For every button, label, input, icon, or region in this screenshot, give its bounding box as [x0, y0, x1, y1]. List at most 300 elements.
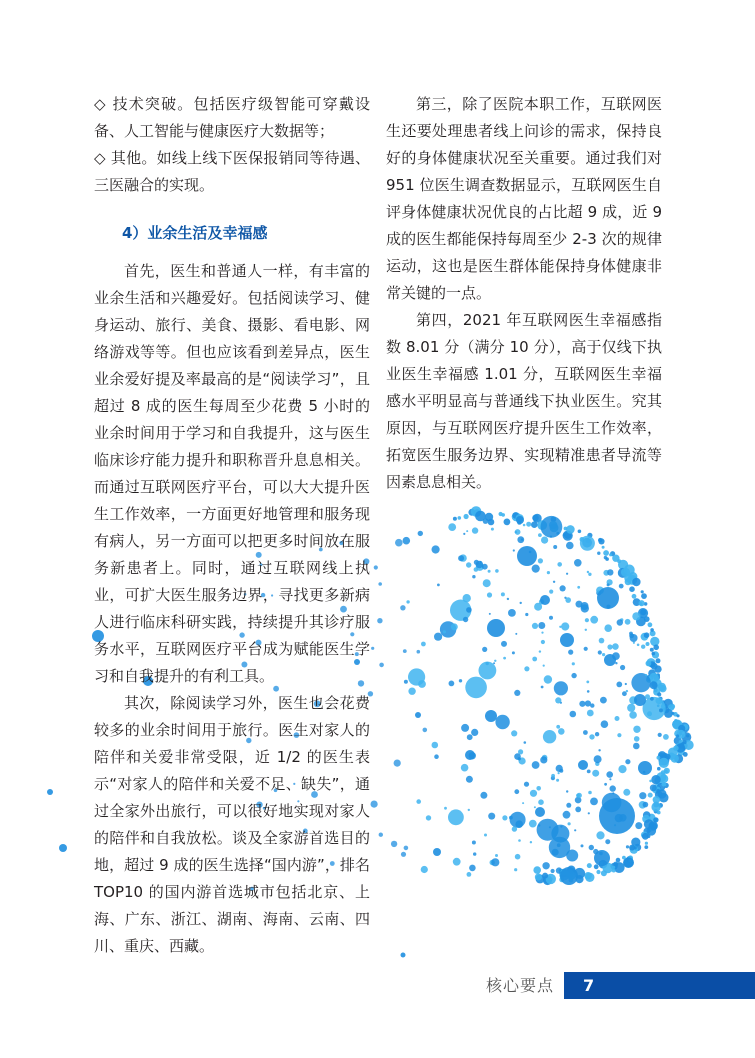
- dot: [421, 642, 426, 647]
- dot: [587, 690, 590, 693]
- dot: [657, 756, 661, 760]
- dot: [526, 522, 531, 527]
- dot: [415, 712, 421, 718]
- dot: [501, 592, 505, 596]
- dot: [453, 517, 457, 521]
- dot: [587, 863, 592, 868]
- dot: [588, 812, 590, 814]
- dot: [634, 736, 640, 742]
- dot: [589, 845, 594, 850]
- dot: [633, 726, 640, 733]
- dot: [522, 802, 524, 804]
- dot: [401, 953, 406, 958]
- dot: [463, 533, 465, 535]
- dot: [553, 581, 555, 583]
- dot: [657, 767, 661, 771]
- dot: [504, 519, 511, 526]
- dot: [530, 841, 532, 843]
- dot: [551, 774, 555, 778]
- dot: [493, 662, 495, 664]
- dot: [642, 833, 649, 840]
- dot: [395, 539, 403, 547]
- dot: [473, 852, 476, 855]
- dot: [540, 756, 547, 763]
- dot: [625, 759, 630, 764]
- list-item-other: ◇ 其他。如线上线下医保报销同等待遇、三医融合的实现。: [94, 149, 370, 194]
- dot: [623, 789, 630, 796]
- dot: [432, 545, 440, 553]
- dot: [646, 661, 652, 667]
- dot: [524, 782, 529, 787]
- dot: [638, 761, 652, 775]
- dot: [594, 755, 602, 763]
- dot: [400, 605, 405, 610]
- dot: [491, 858, 499, 866]
- dot: [541, 516, 563, 538]
- dot: [629, 711, 637, 719]
- dot: [535, 807, 545, 817]
- dot: [560, 585, 566, 591]
- dot: [520, 602, 522, 604]
- dot: [433, 848, 441, 856]
- dot: [488, 570, 491, 573]
- dot: [518, 839, 521, 842]
- dot: [656, 697, 663, 704]
- dot: [556, 725, 560, 729]
- paragraph-first: 首先，医生和普通人一样，有丰富的业余生活和兴趣爱好。包括阅读学习、健身运动、旅行、美食、摄影、看电影、网络游戏等等。但也应该看到差异点，医生业余爱好提及率最高的是“阅读学习”，且超过 8 成的医生每周至少花费 5 小时的业余时间用于学习和自我提升，这与医生临床诊疗能力提升和职称晋升息息相关。而通过互联网医疗平台，可以大大提升医生工作效率，一方面更好地管理和服务现有病人，另一方面可以把更多时间放在服务新患者上。同时，通过互联网线上执业，可扩大医生服务边界，寻找更多新病人进行临床科研实践，持续提升其诊疗服务水平，互联网医疗平台成为赋能医生学习和自我提升的有利工具。: [94, 262, 370, 685]
- dot: [488, 519, 495, 526]
- dot: [635, 822, 642, 829]
- dot: [651, 802, 660, 811]
- dot: [641, 590, 644, 593]
- dot: [401, 852, 406, 857]
- dot: [595, 732, 599, 736]
- dot: [650, 681, 658, 689]
- dot: [649, 780, 652, 783]
- dot: [517, 546, 537, 566]
- dot: [598, 749, 600, 751]
- dot: [662, 782, 667, 787]
- dot: [466, 607, 472, 613]
- dot: [570, 711, 577, 718]
- dot: [659, 708, 663, 712]
- right-column: [386, 91, 662, 496]
- dot: [508, 609, 516, 617]
- dot: [549, 616, 553, 620]
- dot: [651, 775, 660, 784]
- dot: [612, 792, 614, 794]
- dot: [464, 514, 469, 519]
- dot: [408, 668, 425, 685]
- dot: [394, 760, 401, 767]
- list-item-tech: ◇ 技术突破。包括医疗级智能可穿戴设备、人工智能与健康医疗大数据等；: [94, 95, 370, 140]
- dot: [541, 537, 548, 544]
- dot: [437, 584, 440, 587]
- dot: [575, 807, 581, 813]
- dot: [542, 873, 548, 879]
- dot: [488, 813, 495, 820]
- dot: [560, 867, 578, 885]
- dot: [483, 579, 491, 587]
- dot: [558, 728, 565, 735]
- dot: [576, 601, 583, 608]
- dot: [626, 845, 629, 848]
- dot: [596, 831, 604, 839]
- dot: [584, 647, 588, 651]
- dot: [538, 533, 542, 537]
- dot: [444, 807, 447, 810]
- dot: [598, 650, 602, 654]
- dot: [560, 826, 562, 828]
- dot: [543, 730, 556, 743]
- dot: [494, 660, 496, 662]
- dot: [466, 530, 468, 532]
- dot: [594, 864, 599, 869]
- dot: [515, 854, 521, 860]
- dot: [644, 632, 650, 638]
- dot: [489, 613, 491, 615]
- dot: [557, 562, 562, 567]
- dot: [523, 524, 526, 527]
- dot: [47, 789, 53, 795]
- dot: [403, 537, 411, 545]
- dot: [511, 730, 517, 736]
- dot: [495, 569, 499, 573]
- dot: [509, 816, 513, 820]
- dot: [615, 662, 617, 664]
- dot: [550, 536, 552, 538]
- dot: [650, 784, 657, 791]
- dot: [449, 681, 455, 687]
- dot: [601, 720, 609, 728]
- dot: [524, 741, 527, 744]
- dot: [620, 665, 625, 670]
- dot: [472, 575, 475, 578]
- dot: [604, 624, 612, 632]
- dot: [491, 528, 494, 531]
- dot: [532, 761, 540, 769]
- dot: [605, 839, 610, 844]
- dot: [483, 518, 489, 524]
- dot: [503, 657, 506, 660]
- dot: [585, 629, 587, 631]
- dot: [625, 578, 632, 585]
- dot: [626, 690, 628, 692]
- dot: [534, 806, 536, 808]
- dot: [583, 730, 588, 735]
- dot: [495, 854, 498, 857]
- dot: [406, 600, 409, 603]
- dot: [629, 633, 634, 638]
- dot: [451, 623, 458, 630]
- dot: [467, 872, 472, 877]
- dot: [574, 829, 576, 831]
- dot: [525, 613, 528, 616]
- dot: [563, 811, 571, 819]
- dot: [379, 663, 384, 668]
- dot: [629, 586, 635, 592]
- dot: [578, 530, 582, 534]
- dot: [650, 628, 654, 632]
- dot: [532, 565, 540, 573]
- dot: [501, 513, 505, 517]
- dot: [588, 573, 591, 576]
- dot: [585, 873, 594, 882]
- dot: [540, 595, 550, 605]
- dot: [590, 798, 598, 806]
- left-column: [94, 91, 370, 960]
- dot: [609, 553, 612, 556]
- dot: [515, 633, 517, 635]
- dot: [650, 697, 654, 701]
- dot: [560, 633, 574, 647]
- dot: [672, 712, 675, 715]
- dot: [549, 590, 553, 594]
- dot: [659, 793, 669, 803]
- dot: [646, 642, 650, 646]
- dot: [371, 801, 378, 808]
- dot: [379, 833, 383, 837]
- dot: [535, 873, 542, 880]
- section-heading: 4）业余生活及幸福感: [122, 224, 268, 242]
- dot: [479, 662, 497, 680]
- dot: [579, 701, 585, 707]
- dot: [664, 770, 668, 774]
- dot: [644, 845, 648, 849]
- dot: [616, 682, 622, 688]
- dot: [588, 791, 592, 795]
- dot: [448, 809, 464, 825]
- dot: [514, 753, 521, 760]
- dot: [652, 652, 656, 656]
- dot: [581, 844, 584, 847]
- dot: [663, 734, 669, 740]
- dot: [615, 716, 620, 721]
- dot: [601, 870, 607, 876]
- dot: [459, 679, 462, 682]
- dot: [627, 704, 635, 712]
- dot: [639, 792, 646, 799]
- dot: [423, 728, 428, 733]
- dot: [391, 841, 397, 847]
- dot: [502, 815, 507, 820]
- dot: [618, 765, 626, 773]
- dot: [651, 663, 658, 670]
- dot: [566, 803, 571, 808]
- dot: [600, 697, 607, 704]
- dot: [484, 834, 487, 837]
- dot: [501, 641, 507, 647]
- dot: [524, 666, 529, 671]
- dot: [551, 869, 555, 873]
- dot: [617, 733, 621, 737]
- dot: [404, 680, 408, 684]
- dot: [547, 571, 550, 574]
- dot: [658, 733, 662, 737]
- dot: [472, 527, 478, 533]
- dot: [538, 824, 540, 826]
- dot: [514, 789, 519, 794]
- dot: [448, 523, 456, 531]
- dot: [625, 683, 627, 685]
- dot: [609, 778, 611, 780]
- footer-section-label: 核心要点: [486, 976, 555, 995]
- dot: [679, 743, 685, 749]
- dot: [604, 654, 616, 666]
- dot: [566, 790, 568, 792]
- dot: [596, 870, 600, 874]
- dot: [639, 602, 642, 605]
- dot: [480, 792, 487, 799]
- dot: [671, 754, 679, 762]
- dot: [377, 618, 382, 623]
- dot: [554, 681, 568, 695]
- dot: [466, 562, 471, 567]
- dot: [544, 675, 552, 683]
- dot: [543, 665, 545, 667]
- dot: [466, 776, 473, 783]
- dot: [495, 715, 509, 729]
- dot: [592, 770, 599, 777]
- dot: [529, 820, 537, 828]
- dot: [458, 555, 464, 561]
- dot: [542, 862, 549, 869]
- dot: [378, 582, 382, 586]
- dot: [434, 633, 442, 641]
- dot: [514, 868, 517, 871]
- dot: [640, 609, 646, 615]
- dot: [568, 822, 571, 825]
- dot: [653, 645, 659, 651]
- dot: [585, 700, 591, 706]
- dot: [561, 622, 569, 630]
- dot: [586, 681, 589, 684]
- paragraph-second: 其次，除阅读学习外，医生也会花费较多的业余时间用于旅行。医生对家人的陪伴和关爱非常受限，近 1/2 的医生表示“对家人的陪伴和关爱不足、缺失”，通过全家外出旅行，可以很好地实现对家人的陪伴和自我放松。谈及全家游首选目的地，超过 9 成的医生选择“国内游”，排名 TOP10 的国内游首选城市包括北京、上海、广东、浙江、湖南、海南、云南、四川、重庆、西藏。: [94, 694, 370, 955]
- dot: [374, 565, 378, 569]
- dot: [403, 649, 407, 653]
- dot: [532, 657, 537, 662]
- dot: [530, 790, 537, 797]
- dot: [556, 779, 559, 782]
- dot: [513, 549, 515, 551]
- dot: [485, 710, 497, 722]
- dot: [686, 734, 689, 737]
- dot: [371, 647, 374, 650]
- dot: [634, 846, 637, 849]
- dot: [657, 692, 661, 696]
- dot: [598, 538, 604, 544]
- dot: [599, 638, 605, 644]
- dot: [482, 647, 487, 652]
- dot: [597, 552, 600, 555]
- dot: [616, 858, 621, 863]
- dot: [650, 648, 654, 652]
- dot: [417, 650, 421, 654]
- dot: [599, 798, 635, 834]
- dot: [607, 569, 613, 575]
- dot: [469, 865, 476, 872]
- dot: [514, 690, 520, 696]
- dot: [507, 598, 509, 600]
- dot: [533, 866, 541, 874]
- dot: [467, 734, 473, 740]
- dot: [594, 850, 610, 866]
- dot: [59, 844, 67, 852]
- dot: [512, 651, 515, 654]
- dot: [512, 826, 517, 831]
- dot: [602, 653, 605, 656]
- dot: [634, 694, 646, 706]
- dot: [408, 688, 415, 695]
- dot: [659, 758, 669, 768]
- dot: [589, 734, 594, 739]
- dot: [644, 616, 650, 622]
- dot: [660, 775, 668, 783]
- dot: [641, 593, 647, 599]
- dot: [556, 765, 563, 772]
- dot: [453, 858, 461, 866]
- dot: [645, 842, 648, 845]
- dot: [461, 764, 469, 772]
- dot: [458, 516, 462, 520]
- dot: [604, 783, 607, 786]
- dot: [587, 710, 594, 717]
- dot: [465, 677, 487, 699]
- dot: [541, 686, 544, 689]
- dot: [578, 760, 588, 770]
- dot: [549, 826, 551, 828]
- dot: [622, 856, 626, 860]
- dot: [516, 516, 524, 524]
- dot: [648, 622, 653, 627]
- dot: [612, 643, 619, 650]
- dot: [487, 592, 492, 597]
- dot: [521, 538, 523, 540]
- dot: [645, 674, 647, 676]
- dot: [650, 637, 659, 646]
- dot: [539, 650, 541, 652]
- dot: [617, 619, 623, 625]
- dot: [568, 650, 573, 655]
- dot: [404, 846, 409, 851]
- dot: [472, 841, 476, 845]
- dot: [476, 561, 484, 569]
- dot: [607, 583, 610, 586]
- dot: [632, 578, 640, 586]
- dot: [565, 597, 571, 603]
- dot: [606, 771, 613, 778]
- dot: [471, 729, 478, 736]
- dot: [474, 567, 479, 572]
- dot: [656, 658, 661, 663]
- dot: [604, 556, 607, 559]
- dot: [538, 558, 543, 563]
- dot: [603, 550, 609, 556]
- dot: [657, 811, 661, 815]
- dot: [432, 742, 439, 749]
- dot: [633, 642, 635, 644]
- dot: [631, 673, 650, 692]
- dot: [426, 815, 431, 820]
- dot: [641, 645, 645, 649]
- dot: [574, 559, 582, 567]
- dot: [553, 545, 557, 549]
- dot: [619, 584, 624, 589]
- dot: [597, 587, 619, 609]
- dot: [463, 617, 468, 622]
- dot: [416, 799, 421, 804]
- dot: [468, 809, 470, 811]
